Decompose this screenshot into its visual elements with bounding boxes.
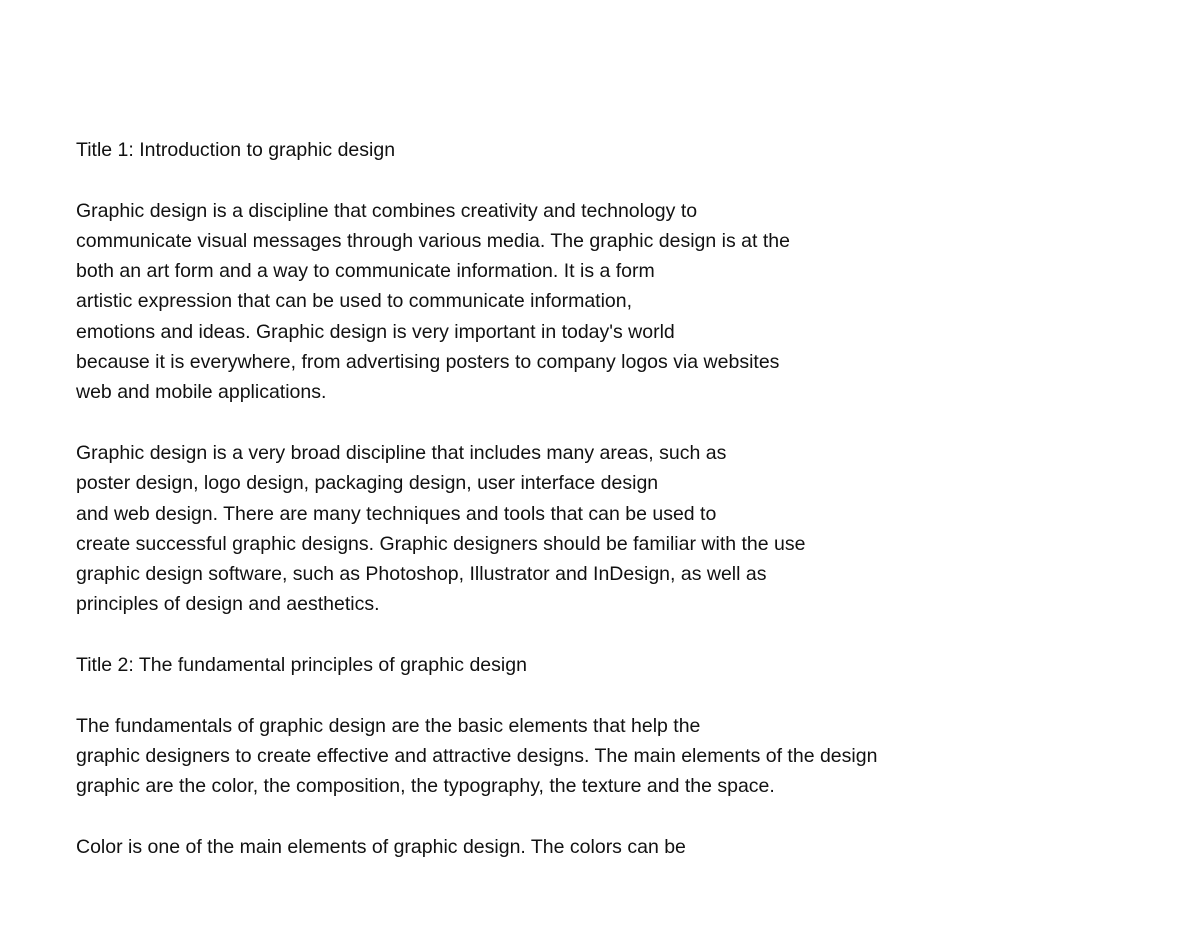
paragraph-line: The fundamentals of graphic design are the basic elements that help the [76,714,701,737]
paragraph-line: graphic are the color, the composition, the typography, the texture and the space. [76,775,775,798]
paragraph-line: web and mobile applications. [76,381,327,404]
section-title-1: Title 1: Introduction to graphic design [76,139,396,161]
paragraph-3 [76,711,1176,802]
section-title-2: Title 2: The fundamental principles of graphic design [76,654,527,677]
paragraph-line: artistic expression that can be used to communicate information, [76,290,633,313]
paragraph-line: and web design. There are many techniques and tools that can be used to [76,502,717,525]
paragraph-spacer [76,680,1176,710]
paragraph-line: graphic design software, such as Photoshop, Illustrator and InDesign, as well as [76,563,767,586]
paragraph-line: principles of design and aesthetics. [76,593,380,616]
paragraph-line: communicate visual messages through various media. The graphic design is at the [76,229,790,252]
paragraph-line: Graphic design is a very broad discipline that includes many areas, such as [76,441,727,464]
paragraph-line: poster design, logo design, packaging design, user interface design [76,472,659,495]
paragraph-line: emotions and ideas. Graphic design is very important in today's world [76,320,675,343]
paragraph-line: both an art form and a way to communicate information. It is a form [76,260,655,283]
paragraph-line: because it is everywhere, from advertising posters to company logos via websites [76,351,780,374]
paragraph-1 [76,196,1176,408]
paragraph-spacer [76,802,1176,832]
paragraph-line: create successful graphic designs. Graphic designers should be familiar with the use [76,532,806,555]
paragraph-2 [76,438,1176,620]
paragraph-spacer [76,165,1176,195]
document-content [76,135,1176,862]
paragraph-line: graphic designers to create effective and attractive designs. The main elements of the design [76,744,878,767]
paragraph-line: Color is one of the main elements of graphic design. The colors can be [76,835,686,858]
paragraph-spacer [76,620,1176,650]
paragraph-spacer [76,408,1176,438]
paragraph-line: Graphic design is a discipline that combines creativity and technology to [76,199,698,222]
paragraph-4 [76,832,1176,862]
